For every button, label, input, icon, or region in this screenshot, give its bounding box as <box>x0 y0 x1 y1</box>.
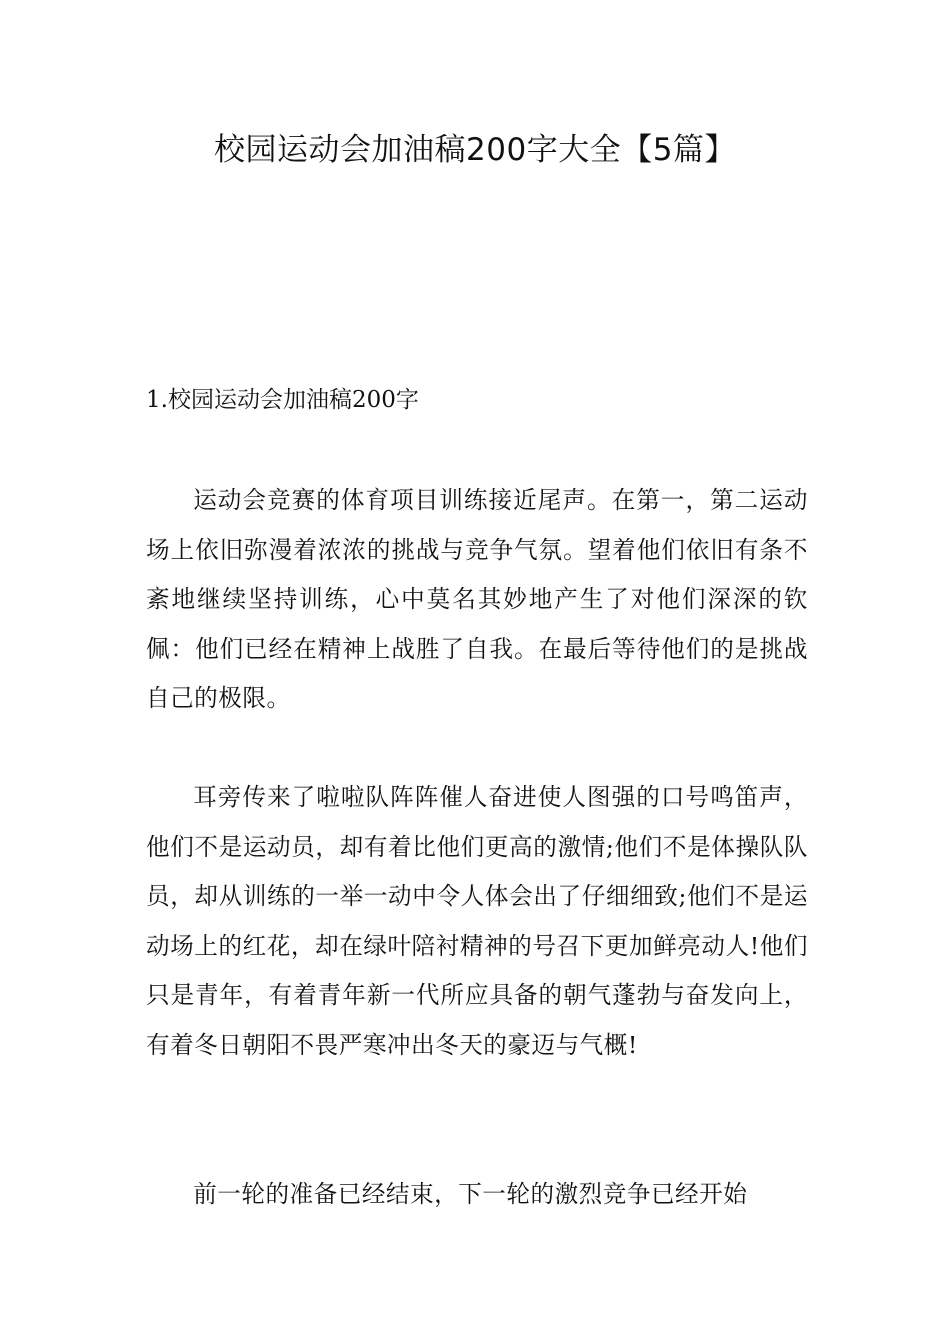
paragraph-3: 前一轮的准备已经结束，下一轮的激烈竞争已经开始 <box>193 1180 748 1208</box>
paragraph-2: 耳旁传来了啦啦队阵阵催人奋进使人图强的口号鸣笛声，他们不是运动员，却有着比他们更高的激情;他们不是体操队队员，却从训练的一举一动中令人体会出了仔细细致;他们不是运动场上的红花，却在绿叶陪衬精神的号召下更加鲜亮动人!他们只是青年，有着青年新一代所应具备的朝气蓬勃与奋发向上，有着冬日朝阳不畏严寒冲出冬天的豪迈与气概! <box>146 783 808 1059</box>
paragraph-1: 运动会竞赛的体育项目训练接近尾声。在第一，第二运动场上依旧弥漫着浓浓的挑战与竞争气氛。望着他们依旧有条不紊地继续坚持训练，心中莫名其妙地产生了对他们深深的钦佩：他们已经在精神上战胜了自我。在最后等待他们的是挑战自己的极限。 <box>146 486 808 712</box>
section-heading: 1.校园运动会加油稿200字 <box>146 387 419 413</box>
document-title: 校园运动会加油稿200字大全【5篇】 <box>214 132 736 168</box>
